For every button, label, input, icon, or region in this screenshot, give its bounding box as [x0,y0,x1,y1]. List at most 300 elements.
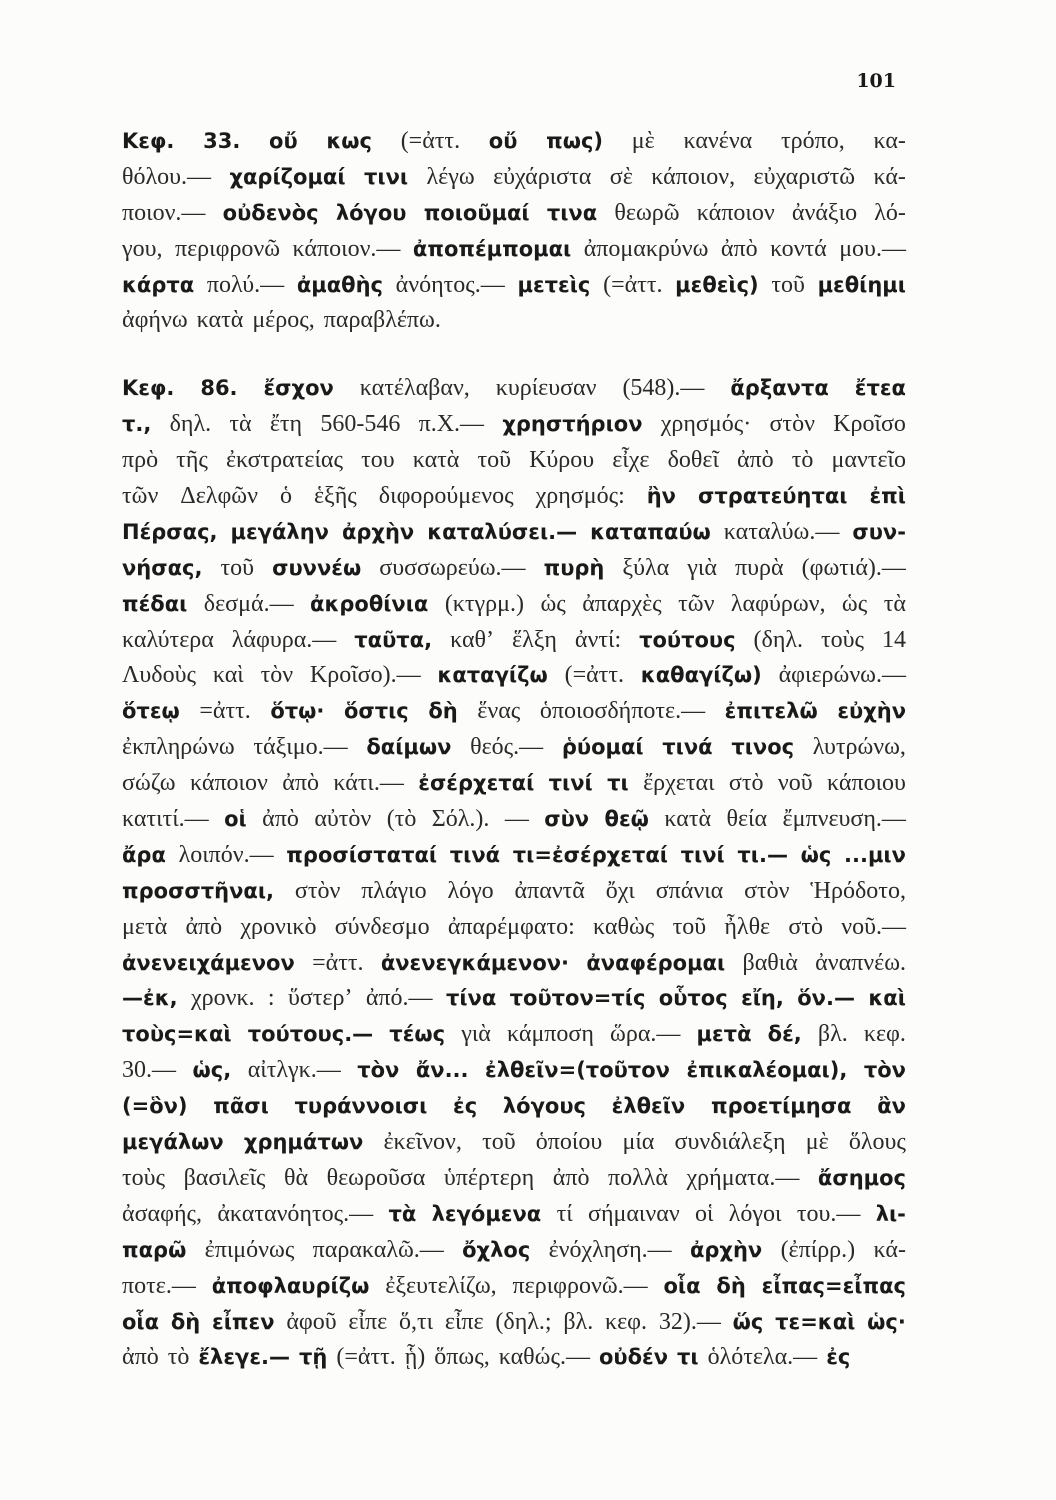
headword: δαίμων [366,735,452,760]
headword: τινά [662,735,713,760]
headword: Πέρσας, [122,519,218,544]
gloss-word: =ἀττ. [199,698,251,725]
text-line [122,407,906,443]
gloss-word: τοῦ [771,271,805,298]
gloss-word: μὲ [631,128,655,154]
gloss-word: ἀναπνέω. [815,949,906,976]
headword: οἷα [122,1309,160,1334]
gloss-word: σπάνια [655,877,724,904]
headword: ῥύομαί [561,735,644,760]
gloss-word: (=ἀττ. [603,271,663,298]
headword: προσίσταταί [286,842,438,867]
text-line [122,479,906,515]
gloss-word: του.— [796,1200,861,1227]
gloss-word: καταλύω.— [723,518,840,545]
paragraph [122,371,906,1376]
gloss-word: τρόπο, [780,128,845,154]
headword: τινι [363,164,409,189]
gloss-word: ὕστερ’ [287,985,353,1012]
gloss-word: ὁ [279,483,292,510]
gloss-word: κάμποση [506,1021,594,1048]
gloss-word: τοῦ [477,447,511,474]
text-line [122,587,906,623]
headword: ὥς [732,1309,764,1334]
gloss-word: ὑπέρτερη [443,1164,535,1191]
text-line [122,124,906,160]
headword: λεγόμενα [431,1201,542,1226]
headword: μεθεὶς) [675,272,759,297]
gloss-word: θεός.— [470,734,544,761]
gloss-word: χρησμός: [535,483,625,510]
gloss-word: ἔτη [269,411,303,438]
gloss-word: ἀπό.— [365,985,433,1012]
headword: σὺν [544,807,590,832]
headword: οὐδέν [598,1345,669,1370]
gloss-word: Κύρου [529,447,595,474]
gloss-word: παραβλέπω. [323,307,441,334]
headword: ἀρχὴν [341,519,415,544]
gloss-word: τί [556,1200,573,1227]
gloss-word: κά- [873,1236,906,1263]
gloss-word: κεφ. [605,1308,648,1335]
headword: ἀκροθίνια [310,591,429,616]
headword: τε=καὶ [775,1309,856,1334]
gloss-word: συσσωρεύω.— [379,554,526,581]
gloss-word: τῆς [176,447,208,474]
gloss-word: ἀφοῦ [286,1308,337,1335]
headword: τοὺς=καὶ [122,1022,232,1047]
gloss-word: τοὺς [122,1164,166,1191]
gloss-word: ποτε.— [122,1272,196,1299]
gloss-word: — [504,806,529,833]
headword: ἄσημος [817,1165,906,1190]
headword: ὡς, [192,1058,232,1083]
gloss-word: μαντεῖο [831,447,906,474]
headword: πυρὴ [543,555,605,580]
gloss-word: εὐχάριστα [493,163,592,190]
headword: οὐδενὸς [222,200,319,225]
headword: οὗτος [658,986,728,1011]
gloss-word: μία [622,1129,655,1156]
headword: πέδαι [122,591,188,616]
text-line [122,551,906,587]
gloss-word: στὸ [788,913,823,940]
headword: ἐλθεῖν=(τοῦτον [485,1058,670,1083]
headword: εἴη, [741,986,784,1011]
headword: Κεφ. [122,129,175,153]
gloss-word: τοῦ [672,913,707,940]
gloss-word: λόγο [447,877,494,904]
headword: τοῦτον=τίς [509,986,646,1011]
gloss-word: τάξιμο.— [253,734,348,761]
headword: καθαγίζω) [640,663,762,688]
gloss-word: λοιπόν.— [178,841,274,868]
text-line [122,1233,906,1269]
gloss-word: γιὰ [461,1021,491,1048]
gloss-word: γου, [122,235,163,262]
gloss-word: ἀκατανόητος.— [217,1200,374,1227]
gloss-word: κα- [873,128,906,154]
headword: ἐσέρχεταί [418,771,535,796]
gloss-word: τὰ [229,411,252,438]
gloss-word: νοῦ [777,770,813,797]
headword: συν- [852,519,906,544]
gloss-word: πλάγιο [361,877,427,904]
gloss-word: ἀπὸ [720,235,758,262]
headword: ἔτεα [854,376,906,401]
gloss-word: ὡς [841,590,868,617]
gloss-word: βλ. [817,1021,848,1048]
text-line [122,766,906,802]
gloss-word: Δελφῶν [180,483,258,510]
text-line [122,694,906,730]
headword: οἱ [224,807,247,832]
headword: ὅστις [343,699,409,724]
headword: δέ, [767,1022,802,1047]
headword: καταγίζω [437,663,548,688]
gloss-word: τοὺς [821,626,865,653]
headword: μεγάλων [122,1130,224,1155]
gloss-word: ἕλξη [511,626,557,653]
headword: δὴ [170,1309,201,1334]
headword: ἄρα [122,842,166,867]
gloss-word: κά- [873,163,906,190]
gloss-word: ἔμπνευση.— [782,806,906,833]
gloss-word: χρήματα.— [686,1164,800,1191]
headword: ταῦτα, [354,627,433,652]
gloss-word: ποιον.— [122,199,206,226]
gloss-word: =ἀττ. [312,949,364,976]
gloss-word: ἕνας [477,698,521,725]
gloss-word: τὸν [260,662,294,689]
gloss-word: εὐχαριστῶ [753,163,856,190]
headword: ὅτῳ· [270,699,325,724]
text-body [122,124,906,1376]
headword: τέως [389,1022,446,1047]
headword: τι [607,771,629,796]
headword: χρημάτων [243,1130,364,1155]
gloss-word: σώζω [122,770,176,797]
headword: 33. [203,129,241,153]
gloss-word: ὁποιοσδήποτε.— [539,698,706,725]
text-line [122,268,906,304]
gloss-word: ὅλους [848,1129,906,1156]
gloss-word: (δηλ. [753,626,804,653]
gloss-word: του [361,447,395,474]
gloss-word: ἀπὸ [736,447,774,474]
gloss-word: ἀντί: [574,626,622,653]
gloss-word: ἀπαρχὲς [582,590,662,617]
headword: εὐχὴν [837,699,906,724]
gloss-word: οἱ [695,1200,714,1227]
gloss-word: ὅ,τι [398,1308,434,1335]
headword: ἀποπέμπομαι [412,236,572,261]
gloss-word: πολλὰ [608,1164,668,1191]
headword: τὰ [388,1201,417,1226]
gloss-word: καθώς.— [498,1344,590,1371]
gloss-word: ἐκστρατείας [225,447,343,474]
gloss-word: ἐξευτελίζω, [385,1272,497,1299]
gloss-word: μὲ [805,1129,829,1156]
headword: τ., [122,412,152,437]
headword: ἀνενεγκάμενον· [380,950,570,975]
gloss-word: καὶ [212,662,244,689]
text-line [122,1161,906,1197]
gloss-word: θόλου.— [122,163,212,190]
gloss-word: γιὰ [687,554,717,581]
headword: τινί [680,842,725,867]
gloss-word: καθ’ [450,626,495,653]
text-line [122,730,906,766]
gloss-word: χρονικὸ [240,913,317,940]
paragraph [122,124,906,339]
gloss-word: θὰ [283,1164,309,1191]
headword: τυράννοισι [294,1094,428,1119]
gloss-word: εἶχε [612,447,650,474]
gloss-word: ἀπαρέμφατο: [447,913,575,940]
gloss-word: δοθεῖ [667,447,719,474]
headword: οὔ [488,129,518,153]
headword: ὡς [800,842,832,867]
gloss-word: ὄχι [605,877,635,904]
headword: ἀνενειχάμενον [122,950,295,975]
gloss-word: τοῦ [220,554,255,581]
gloss-word: λαφύρων, [730,590,826,617]
gloss-word: κατιτί.— [122,806,209,833]
headword: ἐπὶ [869,484,906,509]
gloss-word: Σόλ.). [431,806,490,833]
headword: νήσας, [122,555,203,580]
gloss-word: κοντά [770,235,827,262]
headword: λόγους [502,1094,586,1119]
gloss-word: χρησμός· [660,411,752,438]
headword: τινος [731,735,795,760]
text-line [122,1269,906,1305]
gloss-word: (τὸ [386,806,417,833]
text-line [122,1089,906,1125]
headword: ὅν.— [797,986,855,1011]
gloss-word: (548).— [622,375,705,402]
headword: τούτους.— [247,1022,374,1047]
text-line [122,1197,906,1233]
headword: —ἐκ, [122,986,178,1011]
gloss-word: κάτι.— [333,770,404,797]
gloss-word: 14 [882,626,906,653]
headword: πως) [546,129,604,153]
headword: ἔσχον [263,376,334,401]
gloss-word: βασιλεῖς [183,1164,266,1191]
headword: τι [677,1345,699,1370]
gloss-word: 32).— [658,1308,721,1335]
headword: χρηστήριον [502,412,643,437]
gloss-word: εἶπε [348,1308,388,1335]
headword: δὴ [428,699,458,724]
gloss-word: θεία [726,806,768,833]
gloss-word: ἐπιμόνως [204,1236,295,1263]
gloss-word: τὰ [883,590,906,617]
gloss-word: διφορούμενος [378,483,514,510]
gloss-word: κάποιον.— [292,235,401,262]
headword: Κεφ. [122,376,175,401]
gloss-word: Λυδοὺς [122,662,196,689]
headword: καταπαύω [590,519,711,544]
headword: καταλύσει.— [427,519,578,544]
text-line [122,515,906,551]
gloss-word: αὐτὸν [314,806,372,833]
gloss-word: σὲ [609,163,633,190]
text-line [122,874,906,910]
text-line [122,303,906,339]
gloss-word: σήμαιναν [588,1200,680,1227]
gloss-word: παρακαλῶ.— [312,1236,444,1263]
gloss-word: ἀπὸ [282,770,319,797]
gloss-word: ἐκπληρώνω [122,734,235,761]
gloss-word: εἶπε [444,1308,484,1335]
gloss-word: Ἡρόδοτο, [810,877,906,904]
gloss-word: τῶν [678,590,715,617]
text-line [122,232,906,268]
text-line [122,160,906,196]
headword: εἶπας=εἶπας [761,1273,906,1298]
headword: 86. [200,376,238,401]
gloss-word: αἰτλγκ.— [247,1057,341,1084]
text-line [122,196,906,232]
gloss-word: ὅπως, [434,1344,490,1371]
gloss-word: θεωρῶ [614,199,680,226]
headword: τι.— [737,842,788,867]
gloss-word: κυρίευσαν [495,375,597,402]
text-line [122,1125,906,1161]
headword: μετεὶς [517,272,591,297]
gloss-word: δεσμά.— [203,590,294,617]
gloss-word: στὸν [294,877,341,904]
gloss-word: ὥρα.— [610,1021,681,1048]
headword: ...μιν [844,842,906,867]
gloss-word: λυτρώνω, [812,734,906,761]
gloss-word: κάποιον [696,199,775,226]
headword: ὄχλος [462,1237,531,1262]
headword: τούτους [639,627,736,652]
gloss-word: ἀπὸ [185,913,223,940]
gloss-word: μέρος, [252,307,315,334]
headword: ἐπιτελῶ [724,699,818,724]
gloss-word: (δηλ.; [495,1308,552,1335]
gloss-word: 30.— [122,1057,176,1084]
headword: ἂν [877,1094,906,1119]
headword: στρατεύηται [698,484,848,509]
gloss-word: καλύτερα [122,626,214,653]
text-line [122,1305,906,1341]
gloss-word: μετὰ [122,913,168,940]
gloss-word: κατὰ [664,806,712,833]
headword: λόγου [335,200,407,225]
gloss-word: (=ἀττ. [336,1344,396,1371]
gloss-word: πυρὰ [734,554,784,581]
text-line [122,443,906,479]
gloss-word: λό- [874,199,906,226]
headword: τίνα [445,986,497,1011]
gloss-word: τῶν [122,483,159,510]
headword: ἐπικαλέομαι), [686,1058,848,1083]
gloss-word: στὸν [769,411,815,438]
headword: πᾶσι [213,1094,269,1119]
gloss-word: ἀπομακρύνω [583,235,709,262]
gloss-word: στὸ [728,770,764,797]
gloss-word: ἀπαντᾶ [514,877,585,904]
gloss-word: ἀπὸ [262,806,299,833]
headword: οὔ [269,129,298,153]
gloss-word: χρονκ. [190,985,255,1012]
gloss-word: λόγοι [728,1200,782,1227]
gloss-word: κάποιου [827,770,906,797]
gloss-word: ἀπὸ [552,1164,590,1191]
gloss-word: νοῦ.— [841,913,906,940]
headword: ἀμαθὴς [296,272,383,297]
gloss-word: ἀνόητος.— [395,271,505,298]
gloss-word: ἦλθε [724,913,771,940]
text-line [122,1340,906,1376]
text-line [122,838,906,874]
headword: λι- [875,1201,906,1226]
gloss-word: ὁποίου [535,1129,603,1156]
headword: ἔλεγε.— [198,1345,290,1370]
gloss-word: ἔρχεται [643,770,715,797]
gloss-word: τοῦ [482,1129,516,1156]
gloss-word: λάφυρα.— [231,626,337,653]
headword: μετὰ [696,1022,752,1047]
gloss-word: κανένα [683,128,753,154]
headword: τι=ἐσέρχεταί [512,842,668,867]
page-number: 101 [856,70,896,92]
headword: ὡς· [867,1309,906,1334]
headword: τὸν [357,1058,400,1083]
gloss-word: κατὰ [412,447,460,474]
gloss-word: ὡς [540,590,566,617]
gloss-word: ἐνόχληση.— [548,1236,672,1263]
headword: εἶπεν [212,1309,275,1334]
headword: ἄρξαντα [730,376,829,401]
headword: κως [326,129,372,153]
headword: ἐλθεῖν [611,1094,686,1119]
gloss-word: δηλ. [169,411,212,438]
text-line [122,658,906,694]
headword: ἄν... [415,1058,469,1083]
gloss-word: (=ἀττ. [564,662,624,689]
headword: ποιοῦμαί [423,200,530,225]
gloss-word: : [267,985,275,1012]
headword: καὶ [868,986,906,1011]
headword: συννέω [272,555,362,580]
text-line [122,1053,906,1089]
gloss-word: κάποιον, [651,163,736,190]
gloss-word: θεωροῦσα [326,1164,426,1191]
gloss-word: π.Χ.— [418,411,485,438]
headword: προσστῆναι, [122,878,275,903]
headword: μεγάλην [230,519,329,544]
gloss-word: πολύ.— [206,271,285,298]
gloss-word: κάποιον [189,770,268,797]
gloss-word: (=ἀττ. [400,128,461,154]
gloss-word: τὸ [791,447,814,474]
gloss-word: ἀσαφής, [122,1200,202,1227]
gloss-word: ἀφιερώνω.— [778,662,906,689]
gloss-word: ἐκεῖνον, [383,1129,462,1156]
gloss-word: 560-546 [320,411,401,438]
gloss-word: Κροῖσο).— [309,662,421,689]
gloss-word: ἑξῆς [313,483,357,510]
text-line [122,1017,906,1053]
headword: παρῶ [122,1237,187,1262]
